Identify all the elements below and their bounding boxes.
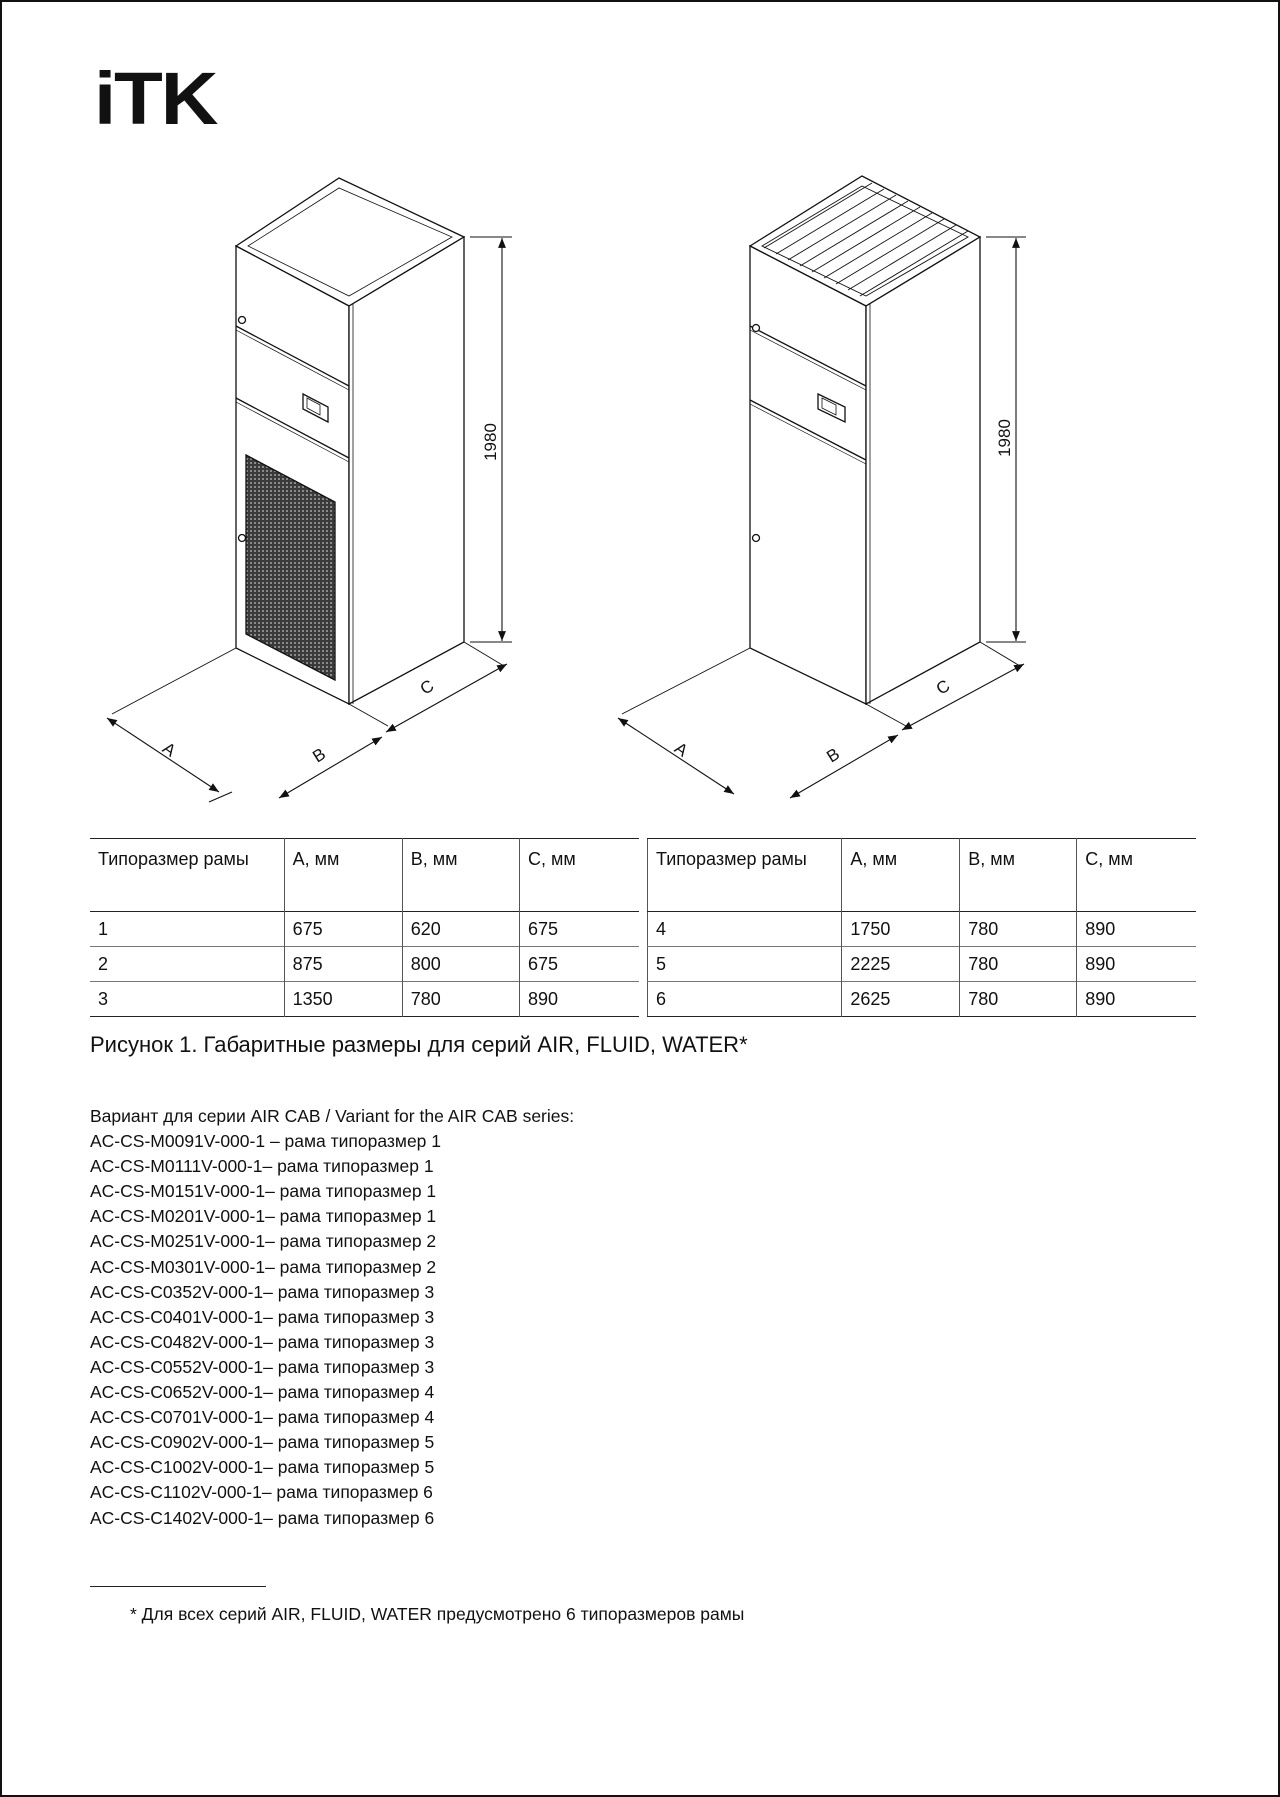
- right-b-label: B: [823, 744, 843, 767]
- list-item: AC-CS-C1402V-000-1– рама типоразмер 6: [90, 1507, 435, 1528]
- list-item: AC-CS-M0301V-000-1– рама типоразмер 2: [90, 1256, 437, 1277]
- table-cell: 620: [402, 912, 519, 947]
- table-cell: 6: [648, 982, 842, 1017]
- variants-list: [90, 1104, 574, 1531]
- header-a: A, мм: [284, 839, 402, 912]
- table-cell: 890: [1077, 947, 1196, 982]
- list-item: AC-CS-M0251V-000-1– рама типоразмер 2: [90, 1231, 437, 1252]
- list-item: AC-CS-C0352V-000-1– рама типоразмер 3: [90, 1281, 435, 1302]
- list-item: AC-CS-C0701V-000-1– рама типоразмер 4: [90, 1407, 435, 1428]
- table-cell: 675: [284, 912, 402, 947]
- table-cell: 2625: [842, 982, 960, 1017]
- dimensions-table-left: [90, 838, 639, 1017]
- left-a-label: A: [159, 738, 180, 761]
- header-c: C, мм: [1077, 839, 1196, 912]
- left-b-label: B: [309, 744, 329, 767]
- table-cell: 675: [519, 947, 639, 982]
- table-cell: 1750: [842, 912, 960, 947]
- table-header-row: [648, 839, 1197, 912]
- list-item: AC-CS-C0401V-000-1– рама типоразмер 3: [90, 1306, 435, 1327]
- table-cell: 1: [90, 912, 284, 947]
- itk-logo: iTK: [94, 57, 217, 140]
- header-frame-size: Типоразмер рамы: [656, 849, 807, 869]
- dimensions-table-right: [647, 838, 1196, 1017]
- list-item: AC-CS-M0151V-000-1– рама типоразмер 1: [90, 1181, 437, 1202]
- list-item: AC-CS-C0902V-000-1– рама типоразмер 5: [90, 1432, 435, 1453]
- table-cell: 890: [519, 982, 639, 1017]
- left-unit: [112, 178, 504, 726]
- list-item: AC-CS-C1102V-000-1– рама типоразмер 6: [90, 1482, 433, 1503]
- table-cell: 2225: [842, 947, 960, 982]
- table-cell: 780: [402, 982, 519, 1017]
- right-height-label: 1980: [995, 419, 1014, 457]
- figure-caption: Рисунок 1. Габаритные размеры для серий AIR, FLUID, WATER*: [90, 1032, 748, 1057]
- table-cell: 890: [1077, 912, 1196, 947]
- table-row: [90, 912, 639, 947]
- table-cell: 875: [284, 947, 402, 982]
- list-item: AC-CS-M0201V-000-1– рама типоразмер 1: [90, 1206, 437, 1227]
- left-c-label: C: [416, 676, 438, 699]
- list-item: AC-CS-C0552V-000-1– рама типоразмер 3: [90, 1356, 435, 1377]
- table-cell: 4: [648, 912, 842, 947]
- table-row: [90, 982, 639, 1017]
- footnote-divider: [90, 1586, 266, 1587]
- footnote: * Для всех серий AIR, FLUID, WATER предусмотрено 6 типоразмеров рамы: [130, 1604, 745, 1624]
- list-item: AC-CS-C1002V-000-1– рама типоразмер 5: [90, 1457, 435, 1478]
- table-cell: 780: [960, 912, 1077, 947]
- table-cell: 780: [960, 982, 1077, 1017]
- table-header-row: [90, 839, 639, 912]
- list-item: AC-CS-M0091V-000-1 – рама типоразмер 1: [90, 1131, 442, 1152]
- table-cell: 5: [648, 947, 842, 982]
- list-item: AC-CS-M0111V-000-1– рама типоразмер 1: [90, 1156, 434, 1177]
- header-b: B, мм: [960, 839, 1077, 912]
- right-c-label: C: [932, 676, 954, 699]
- table-row: [648, 947, 1197, 982]
- right-a-label: A: [671, 738, 692, 761]
- header-b: B, мм: [402, 839, 519, 912]
- list-item: AC-CS-C0482V-000-1– рама типоразмер 3: [90, 1331, 435, 1352]
- variants-heading: Вариант для серии AIR CAB / Variant for the AIR CAB series:: [90, 1106, 575, 1126]
- header-c: C, мм: [519, 839, 639, 912]
- right-unit: [622, 176, 1020, 726]
- left-height-label: 1980: [481, 423, 500, 461]
- list-item: AC-CS-C0652V-000-1– рама типоразмер 4: [90, 1382, 435, 1403]
- table-cell: 1350: [284, 982, 402, 1017]
- table-cell: 3: [90, 982, 284, 1017]
- table-cell: 800: [402, 947, 519, 982]
- table-row: [648, 982, 1197, 1017]
- table-cell: 890: [1077, 982, 1196, 1017]
- header-frame-size: Типоразмер рамы: [98, 849, 249, 869]
- table-cell: 780: [960, 947, 1077, 982]
- table-row: [90, 947, 639, 982]
- dimensions-tables: [90, 838, 1196, 1017]
- table-cell: 675: [519, 912, 639, 947]
- table-row: [648, 912, 1197, 947]
- table-cell: 2: [90, 947, 284, 982]
- dimension-drawing: [2, 2, 1278, 812]
- header-a: A, мм: [842, 839, 960, 912]
